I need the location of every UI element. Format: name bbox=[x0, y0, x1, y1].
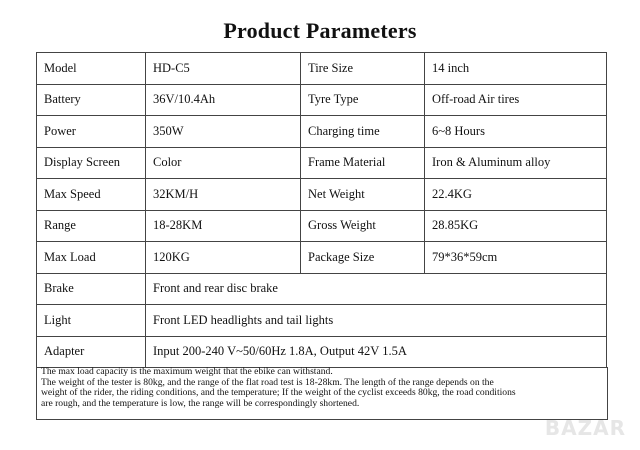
footnote-line: The max load capacity is the maximum weight that the ebike can withstand. bbox=[41, 366, 333, 377]
param-label: Max Load bbox=[37, 242, 146, 274]
param-label: Tyre Type bbox=[301, 84, 425, 116]
param-value: Color bbox=[146, 147, 301, 179]
param-value: 28.85KG bbox=[425, 210, 607, 242]
param-value: Off-road Air tires bbox=[425, 84, 607, 116]
param-label: Frame Material bbox=[301, 147, 425, 179]
param-value: 79*36*59cm bbox=[425, 242, 607, 274]
param-label: Charging time bbox=[301, 116, 425, 148]
footnote-box bbox=[36, 367, 608, 420]
param-label: Model bbox=[37, 53, 146, 85]
footnote-line: weight of the rider, the riding conditions, and the temperature; If the weight of the cyclist exceeds 80kg, the road conditions bbox=[41, 387, 516, 399]
param-value: HD-C5 bbox=[146, 53, 301, 85]
param-value: 32KM/H bbox=[146, 179, 301, 211]
param-label: Brake bbox=[37, 273, 146, 305]
param-label: Adapter bbox=[37, 336, 146, 368]
param-label: Power bbox=[37, 116, 146, 148]
param-value: Front LED headlights and tail lights bbox=[146, 305, 607, 337]
watermark-logo: BAZAR bbox=[544, 416, 626, 440]
table-row bbox=[37, 116, 607, 148]
param-value: 36V/10.4Ah bbox=[146, 84, 301, 116]
footnote-line: The weight of the tester is 80kg, and the range of the flat road test is 18-28km. The length of the range depends on the bbox=[41, 376, 494, 388]
table-row bbox=[37, 179, 607, 211]
table-row-wide bbox=[37, 336, 607, 368]
param-value: 14 inch bbox=[425, 53, 607, 85]
parameters-table bbox=[36, 52, 607, 368]
param-label: Gross Weight bbox=[301, 210, 425, 242]
param-value: 22.4KG bbox=[425, 179, 607, 211]
table-row bbox=[37, 84, 607, 116]
param-value: 120KG bbox=[146, 242, 301, 274]
param-label: Package Size bbox=[301, 242, 425, 274]
table-row bbox=[37, 242, 607, 274]
param-label: Max Speed bbox=[37, 179, 146, 211]
param-value: 350W bbox=[146, 116, 301, 148]
page-title: Product Parameters bbox=[223, 18, 417, 43]
param-value: Input 200-240 V~50/60Hz 1.8A, Output 42V 1.5A bbox=[146, 336, 607, 368]
table-row bbox=[37, 147, 607, 179]
param-value: Iron & Aluminum alloy bbox=[425, 147, 607, 179]
param-value: Front and rear disc brake bbox=[146, 273, 607, 305]
param-label: Range bbox=[37, 210, 146, 242]
param-value: 18-28KM bbox=[146, 210, 301, 242]
param-label: Battery bbox=[37, 84, 146, 116]
table-row-wide bbox=[37, 305, 607, 337]
param-label: Tire Size bbox=[301, 53, 425, 85]
table-row bbox=[37, 53, 607, 85]
footnote-line: are rough, and the temperature is low, the range will be correspondingly shortened. bbox=[41, 397, 360, 409]
param-label: Net Weight bbox=[301, 179, 425, 211]
table-row-wide bbox=[37, 273, 607, 305]
param-label: Light bbox=[37, 305, 146, 337]
param-label: Display Screen bbox=[37, 147, 146, 179]
param-value: 6~8 Hours bbox=[425, 116, 607, 148]
table-row bbox=[37, 210, 607, 242]
